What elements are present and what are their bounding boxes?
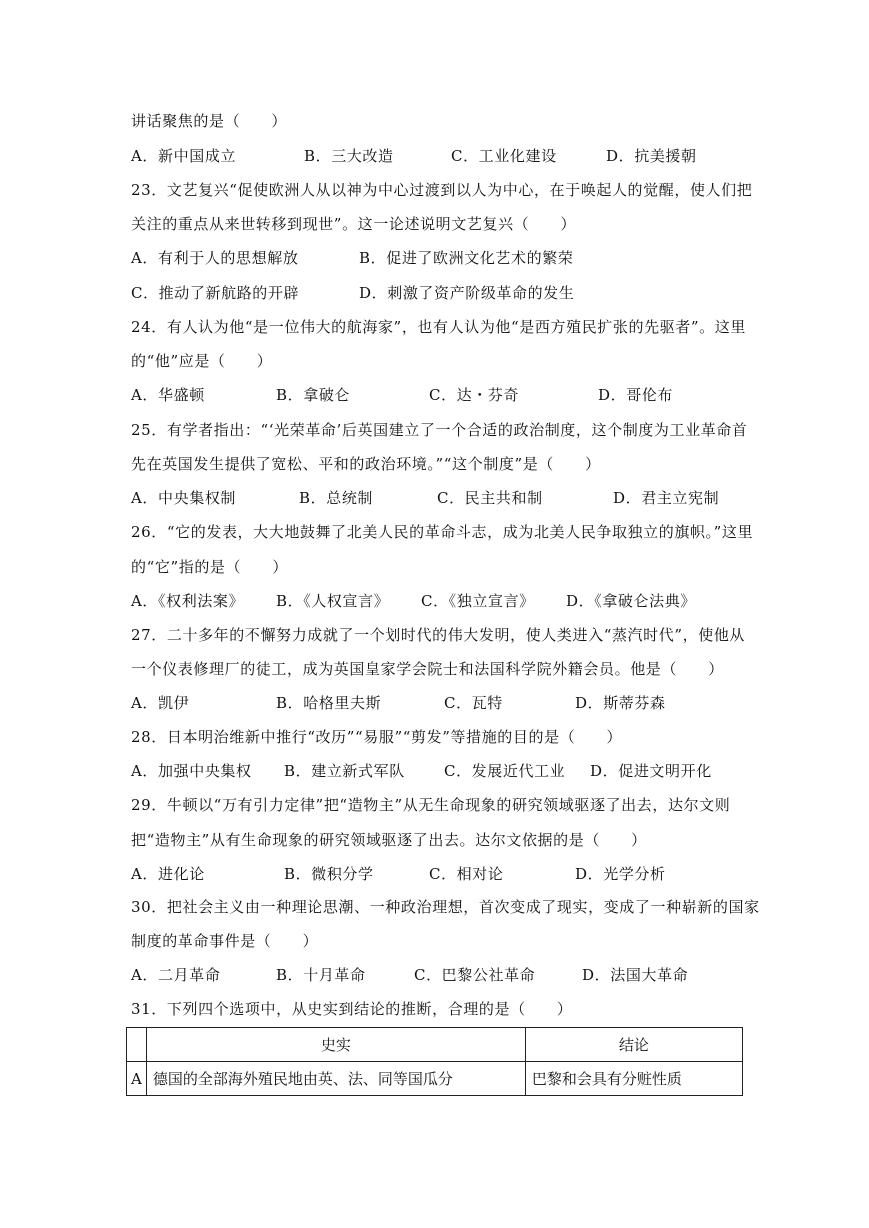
question-25-stem-line1: 25．有学者指出：“‘光荣革命’后英国建立了一个合适的政治制度，这个制度为工业革命首 [131,421,748,439]
q24-option-b: B．拿破仑 [276,386,351,404]
q26-option-c: C．《独立宣言》 [421,592,535,610]
q26-option-a: A．《权利法案》 [131,592,245,610]
q25-option-b: B．总统制 [299,489,374,507]
q26-option-d: D．《拿破仑法典》 [566,592,696,610]
question-31-stem: 31．下列四个选项中，从史实到结论的推断，合理的是（ ） [131,1000,573,1018]
table-cell-fact: 德国的全部海外殖民地由英、法、同等国瓜分 [146,1062,525,1096]
q30-option-b: B．十月革命 [276,966,366,984]
q30-option-d: D．法国大革命 [582,966,689,984]
table-header-cell-label [127,1028,147,1062]
q23-option-b: B．促进了欧洲文化艺术的繁荣 [359,249,574,267]
q22-option-d: D．抗美援朝 [606,147,697,165]
question-27-stem-line2: 一个仪表修理厂的徒工，成为英国皇家学会院士和法国科学院外籍会员。他是（ ） [131,660,724,678]
q28-option-c: C．发展近代工业 [444,762,566,780]
question-27-stem-line1: 27．二十多年的不懈努力成就了一个划时代的伟大发明，使人类进入“蒸汽时代”，使他从 [131,626,746,644]
question-23-stem-line1: 23．文艺复兴“促使欧洲人从以神为中心过渡到以人为中心，在于唤起人的觉醒，使人们把 [131,181,753,199]
q31-table [126,1027,743,1096]
q23-option-c: C．推动了新航路的开辟 [131,284,300,302]
q23-option-a: A．有利于人的思想解放 [131,249,299,267]
table-cell-conclusion: 巴黎和会具有分赃性质 [525,1062,742,1096]
q25-option-c: C．民主共和制 [437,489,543,507]
q30-option-a: A．二月革命 [131,966,221,984]
question-24-stem-line2: 的“他”应是（ ） [131,352,273,370]
question-29-stem-line1: 29．牛顿以“万有引力定律”把“造物主”从无生命现象的研究领域驱逐了出去，达尔文则 [131,796,731,814]
q25-option-a: A．中央集权制 [131,489,237,507]
q22-option-a: A．新中国成立 [131,147,237,165]
q23-option-d: D．刺激了资产阶级革命的发生 [359,284,575,302]
q29-option-c: C．相对论 [429,865,504,883]
q27-option-d: D．斯蒂芬森 [575,694,666,712]
question-26-stem-line2: 的“它”指的是（ ） [131,558,288,576]
q27-option-a: A．凯伊 [131,694,190,712]
q28-option-a: A．加强中央集权 [131,762,252,780]
table-row [127,1062,743,1096]
table-cell-option-label: A [127,1062,147,1096]
q25-option-d: D．君主立宪制 [613,489,720,507]
q28-option-d: D．促进文明开化 [590,762,712,780]
table-header-cell-conclusion: 结论 [525,1028,742,1062]
q24-option-a: A．华盛顿 [131,386,205,404]
q22-option-b: B．三大改造 [304,147,394,165]
q24-option-c: C．达・芬奇 [429,386,520,404]
question-24-stem-line1: 24．有人认为他“是一位伟大的航海家”，也有人认为他“是西方殖民扩张的先驱者”。这里 [131,318,746,336]
question-29-stem-line2: 把“造物主”从有生命现象的研究领域驱逐了出去。达尔文依据的是（ ） [131,831,647,849]
q28-option-b: B．建立新式军队 [284,762,405,780]
question-26-stem-line1: 26．“它的发表，大大地鼓舞了北美人民的革命斗志，成为北美人民争取独立的旗帜。”这里 [131,523,754,541]
q29-option-a: A．进化论 [131,865,205,883]
question-28-stem: 28．日本明治维新中推行“改历”“易服”“剪发”等措施的目的是（ ） [131,728,623,746]
question-23-stem-line2: 关注的重点从来世转移到现世”。这一论述说明文艺复兴（ ） [131,215,577,233]
question-22-stem-tail: 讲话聚焦的是（ ） [131,112,288,130]
q29-option-b: B．微积分学 [284,865,374,883]
q24-option-d: D．哥伦布 [598,386,674,404]
question-30-stem-line1: 30．把社会主义由一种理论思潮、一种政治理想，首次变成了现实，变成了一种崭新的国家 [131,898,760,916]
question-30-stem-line2: 制度的革命事件是（ ） [131,932,319,950]
q27-option-b: B．哈格里夫斯 [276,694,382,712]
q30-option-c: C．巴黎公社革命 [414,966,536,984]
question-25-stem-line2: 先在英国发生提供了宽松、平和的政治环境。”“这个制度”是（ ） [131,455,601,473]
q22-option-c: C．工业化建设 [451,147,557,165]
table-header-cell-fact: 史实 [146,1028,525,1062]
q29-option-d: D．光学分析 [575,865,666,883]
q26-option-b: B．《人权宣言》 [276,592,390,610]
q27-option-c: C．瓦特 [444,694,503,712]
table-header-row [127,1028,743,1062]
